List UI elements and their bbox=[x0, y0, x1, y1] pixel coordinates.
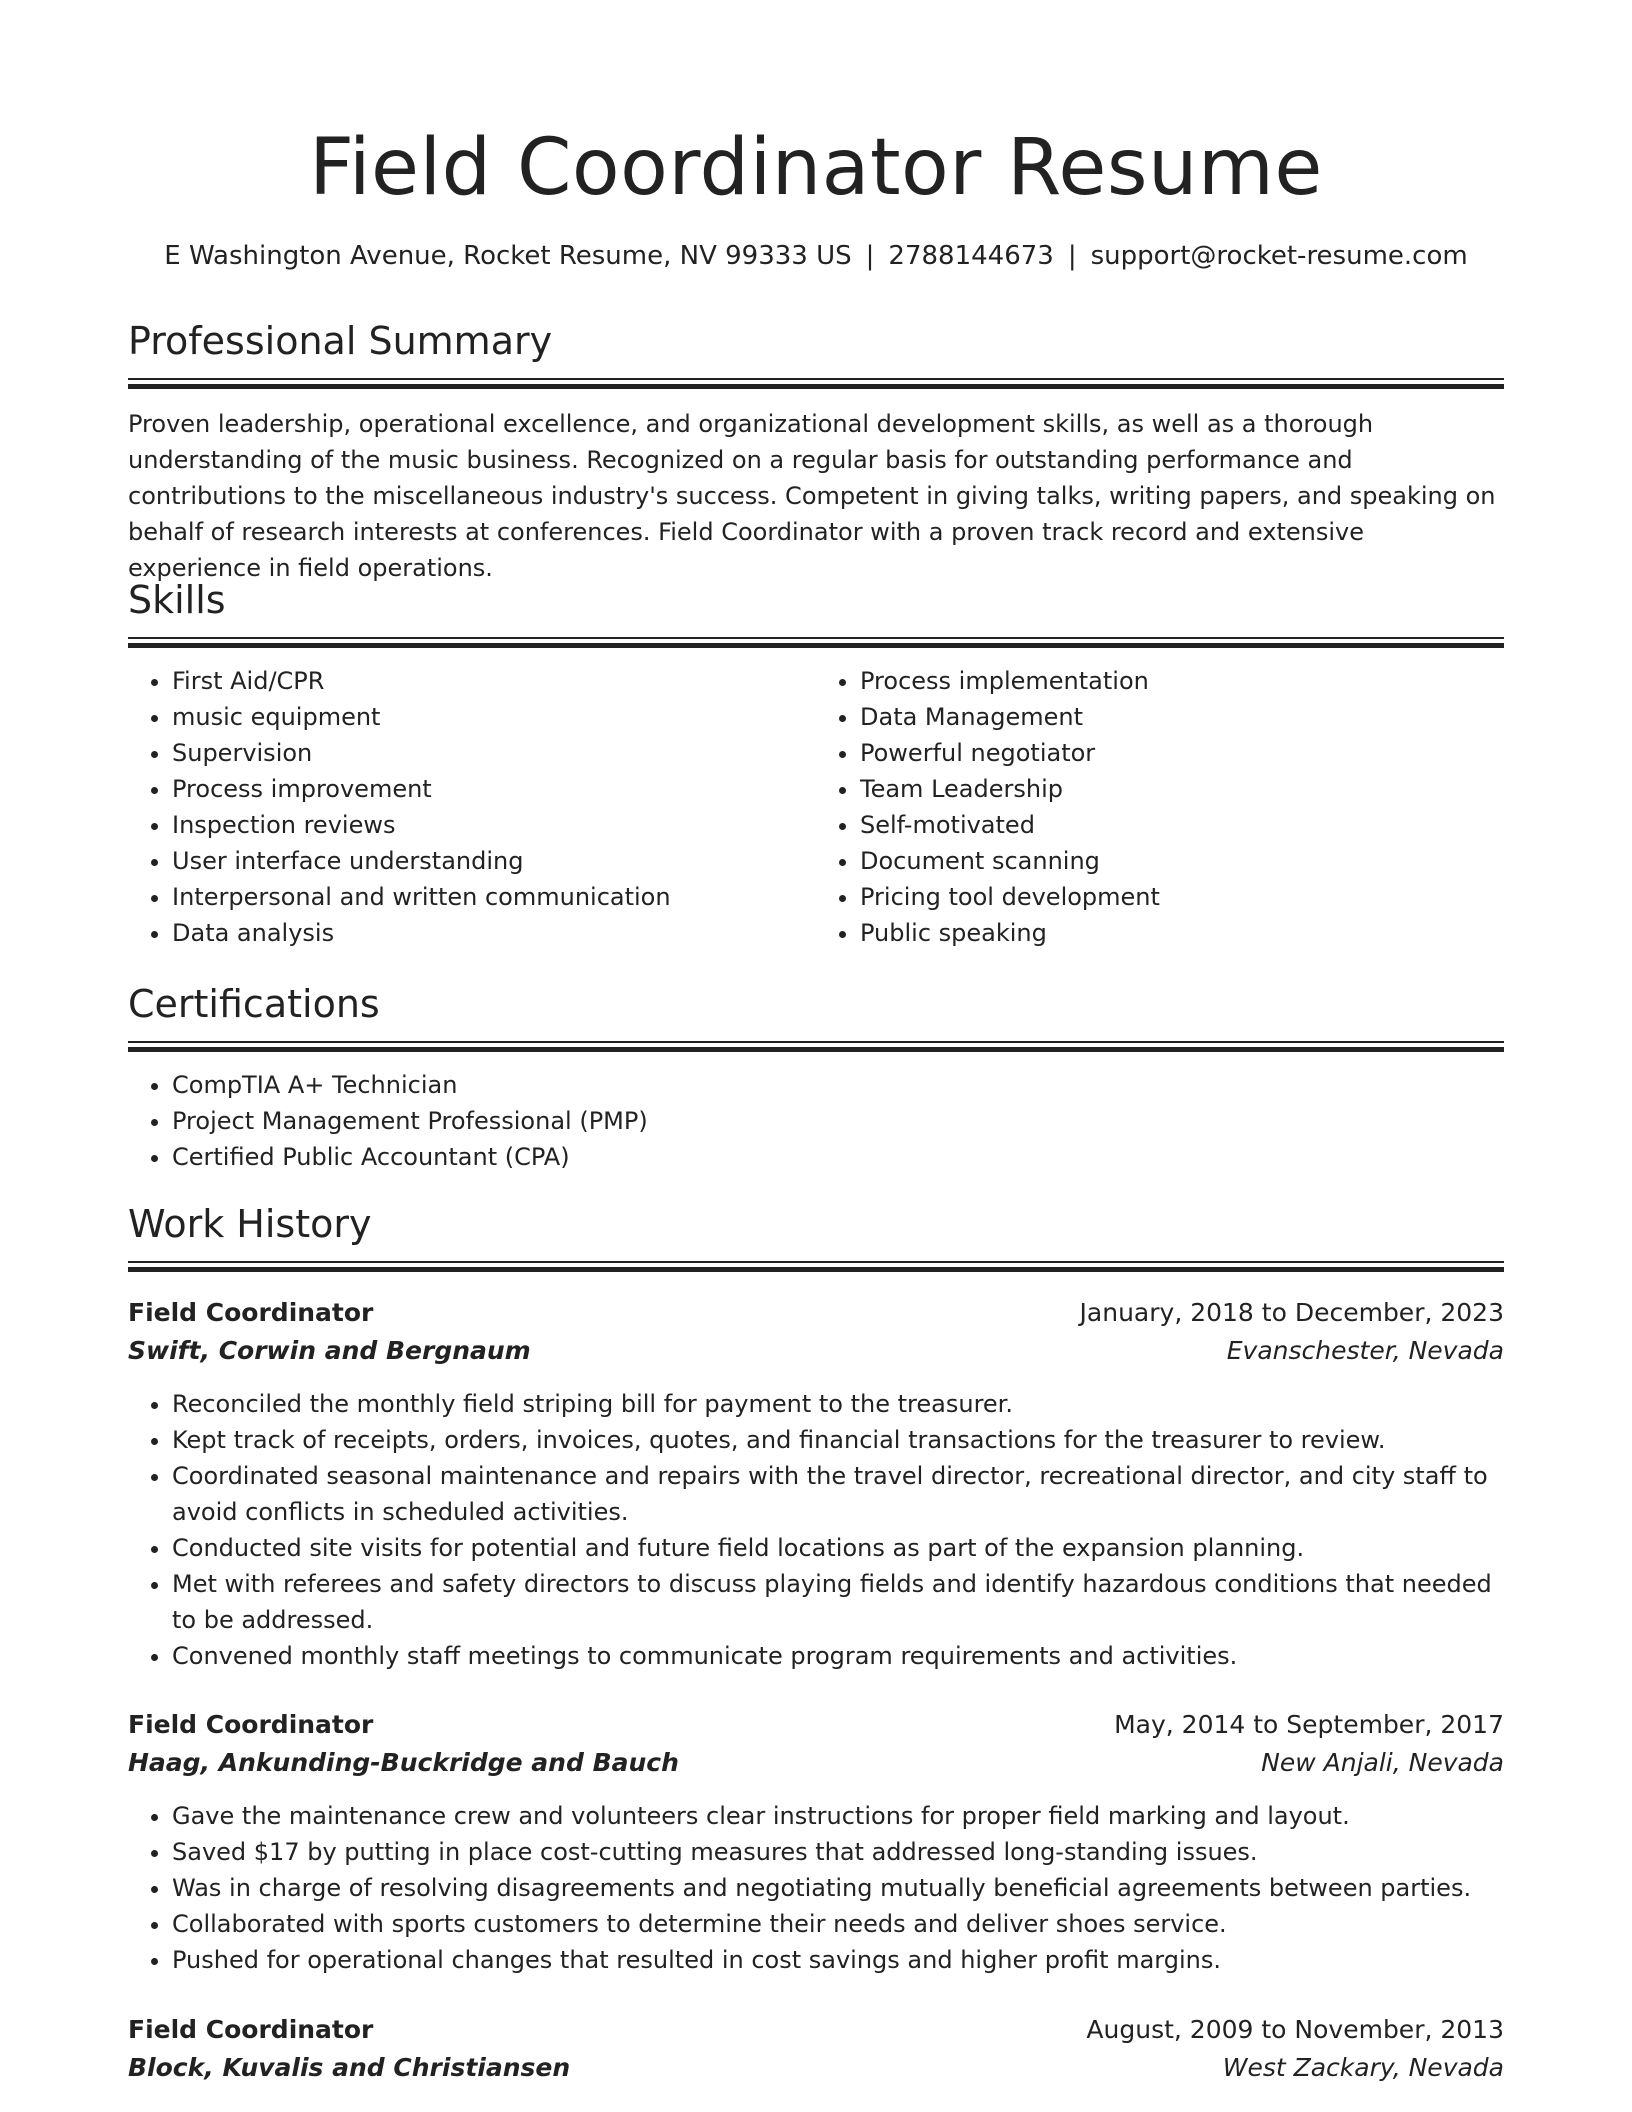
phone: 2788144673 bbox=[888, 241, 1054, 271]
certifications-list bbox=[128, 1067, 1504, 1175]
list-item: • Process implementation bbox=[860, 663, 1504, 699]
job-dates: January, 2018 to December, 2023 bbox=[1079, 1298, 1504, 1327]
job-dates: August, 2009 to November, 2013 bbox=[1086, 2015, 1504, 2044]
address: E Washington Avenue, Rocket Resume, NV 99333 US bbox=[164, 241, 852, 271]
job-title: Field Coordinator bbox=[128, 2015, 374, 2044]
job-location: Evanschester, Nevada bbox=[1226, 1336, 1504, 1365]
list-item: • Reconciled the monthly field striping bill for payment to the treasurer. bbox=[172, 1386, 1504, 1422]
list-item: • Public speaking bbox=[860, 915, 1504, 951]
list-item: • Pricing tool development bbox=[860, 879, 1504, 915]
list-item: • Supervision bbox=[172, 735, 816, 771]
job-company-row bbox=[128, 1744, 1504, 1782]
list-item: • Pushed for operational changes that resulted in cost savings and higher profit margins. bbox=[172, 1942, 1504, 1978]
list-item: • Met with referees and safety directors to discuss playing fields and identify hazardous conditions that needed to be addressed. bbox=[172, 1566, 1504, 1638]
list-item: • Conducted site visits for potential and future field locations as part of the expansion planning. bbox=[172, 1530, 1504, 1566]
job-entry bbox=[128, 2011, 1504, 2087]
job-header-row bbox=[128, 2011, 1504, 2049]
job-company-row bbox=[128, 2049, 1504, 2087]
list-item: • Document scanning bbox=[860, 843, 1504, 879]
job-company: Swift, Corwin and Bergnaum bbox=[128, 1336, 531, 1365]
list-item: • Kept track of receipts, orders, invoices, quotes, and financial transactions for the treasurer to review. bbox=[172, 1422, 1504, 1458]
list-item: • Powerful negotiator bbox=[860, 735, 1504, 771]
section-divider bbox=[128, 1261, 1504, 1271]
job-header-row bbox=[128, 1294, 1504, 1332]
section-title: Professional Summary bbox=[128, 319, 553, 363]
list-item: • User interface understanding bbox=[172, 843, 816, 879]
summary-section bbox=[128, 316, 1504, 586]
contact-line bbox=[128, 238, 1504, 274]
list-item: • Team Leadership bbox=[860, 771, 1504, 807]
list-item: • Data Management bbox=[860, 699, 1504, 735]
job-title: Field Coordinator bbox=[128, 1710, 374, 1739]
job-company: Haag, Ankunding-Buckridge and Bauch bbox=[128, 1748, 679, 1777]
list-item: • Collaborated with sports customers to determine their needs and deliver shoes service. bbox=[172, 1906, 1504, 1942]
list-item: • Coordinated seasonal maintenance and repairs with the travel director, recreational director, and city staff to avoid conflicts in scheduled activities. bbox=[172, 1458, 1504, 1530]
page-title: Field Coordinator Resume bbox=[309, 123, 1323, 213]
job-header-row bbox=[128, 1706, 1504, 1744]
job-bullets bbox=[128, 1386, 1504, 1674]
skills-section bbox=[128, 575, 1504, 951]
job-entry bbox=[128, 1706, 1504, 1978]
skills-columns bbox=[128, 663, 1504, 951]
list-item: • First Aid/CPR bbox=[172, 663, 816, 699]
certifications-section bbox=[128, 979, 1504, 1175]
job-entry bbox=[128, 1294, 1504, 1674]
list-item: • Convened monthly staff meetings to communicate program requirements and activities. bbox=[172, 1638, 1504, 1674]
list-item: • Data analysis bbox=[172, 915, 816, 951]
work-history-section bbox=[128, 1199, 1504, 1271]
skills-right-list bbox=[816, 663, 1504, 951]
section-title: Skills bbox=[128, 578, 226, 622]
job-title: Field Coordinator bbox=[128, 1298, 374, 1327]
email-link[interactable]: support@rocket-resume.com bbox=[1090, 241, 1468, 271]
section-title: Work History bbox=[128, 1202, 372, 1246]
list-item: • Certified Public Accountant (CPA) bbox=[172, 1139, 1504, 1175]
summary-text: Proven leadership, operational excellence, and organizational development skills, as well as a thorough understanding of the music business. Recognized on a regular basis for outstanding performance and contributions to the miscellaneous industry's success. Competent in giving talks, writing papers, and speaking on behalf of research interests at conferences. Field Coordinator with a proven track record and extensive experience in field operations. bbox=[128, 410, 1496, 582]
list-item: • Inspection reviews bbox=[172, 807, 816, 843]
contact-separator: | bbox=[865, 241, 875, 271]
section-divider bbox=[128, 1041, 1504, 1051]
job-company-row bbox=[128, 1332, 1504, 1370]
list-item: • Gave the maintenance crew and volunteers clear instructions for proper field marking and layout. bbox=[172, 1798, 1504, 1834]
list-item: • Was in charge of resolving disagreements and negotiating mutually beneficial agreements between parties. bbox=[172, 1870, 1504, 1906]
section-title: Certifications bbox=[128, 982, 380, 1026]
job-bullets bbox=[128, 1798, 1504, 1978]
section-divider bbox=[128, 637, 1504, 647]
list-item: • Project Management Professional (PMP) bbox=[172, 1103, 1504, 1139]
list-item: • Self-motivated bbox=[860, 807, 1504, 843]
job-dates: May, 2014 to September, 2017 bbox=[1114, 1710, 1504, 1739]
list-item: • music equipment bbox=[172, 699, 816, 735]
job-company: Block, Kuvalis and Christiansen bbox=[128, 2053, 571, 2082]
job-location: West Zackary, Nevada bbox=[1222, 2053, 1504, 2082]
skills-left-list bbox=[128, 663, 816, 951]
list-item: • Process improvement bbox=[172, 771, 816, 807]
list-item: • Interpersonal and written communication bbox=[172, 879, 816, 915]
section-divider bbox=[128, 378, 1504, 388]
list-item: • CompTIA A+ Technician bbox=[172, 1067, 1504, 1103]
contact-separator: | bbox=[1067, 241, 1077, 271]
job-location: New Anjali, Nevada bbox=[1261, 1748, 1504, 1777]
list-item: • Saved $17 by putting in place cost-cutting measures that addressed long-standing issues. bbox=[172, 1834, 1504, 1870]
